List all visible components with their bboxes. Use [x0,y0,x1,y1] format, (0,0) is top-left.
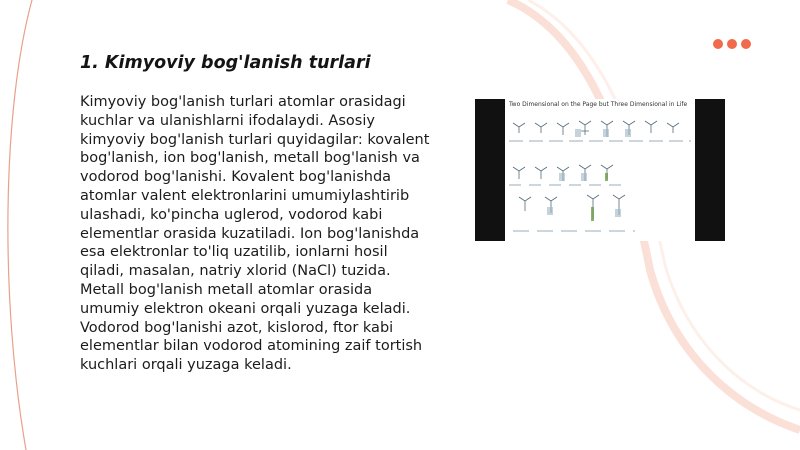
figure-caption: Two Dimensional on the Page but Three Dimensional in Life [509,101,688,108]
accent-dot [741,39,751,49]
slide-title: 1. Kimyoviy bog'lanish turlari [80,53,371,73]
figure-image [505,99,695,241]
slide-body-text: Kimyoviy bog'lanish turlari atomlar orasidagi kuchlar va ulanishlarni ifodalaydi. Asosiy kimyoviy bog'lanish turlari quyidagilar: kovalent bog'lanish, ion bog'lanish, metall bog'lanish va vodorod bog'lanishi. Kovalent bog'lanishda atomlar valent elektronlarini umumiylashtirib ulashadi, ko'pincha uglerod, vodorod kabi elementlar orasida kuzatiladi. Ion bog'lanishda esa elektronlar to'liq uzatilib, ionlarni hosil qiladi, masalan, natriy xlorid (NaCl) tuzida. Metall bog'lanish metall atomlar orasida umumiy elektron okeani orqali yuzaga keladi. Vodorod bog'lanishi azot, kislorod, ftor kabi elementlar bilan vodorod atomining zaif tortish kuchlari orqali yuzaga keladi. [80,94,430,374]
accent-dots [713,39,751,49]
left-arc-line [8,0,32,450]
molecule-structures-illustration [505,109,695,239]
accent-dot [727,39,737,49]
molecule-figure [475,99,725,241]
accent-dot [713,39,723,49]
